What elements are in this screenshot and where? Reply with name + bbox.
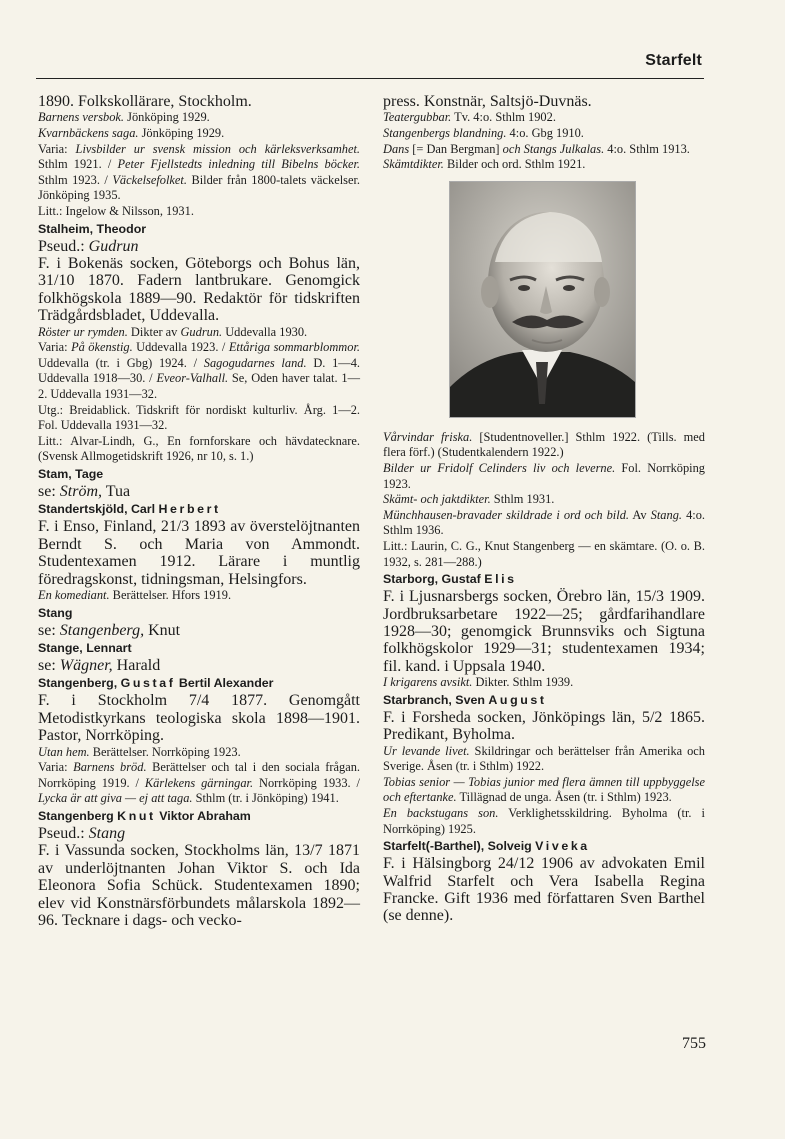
cross-reference: se: Stangenberg, Knut — [38, 621, 181, 639]
page-number: 755 — [682, 1035, 706, 1052]
work-line: I krigarens avsikt. Dikter. Sthlm 1939. — [383, 675, 574, 690]
biography-text: F. i Enso, Finland, 21/3 1893 av överstelöjtnanten Berndt S. och Maria von Ammondt. Studentexamen 1912. Lärare i muntlig föredragskonst, tidningsman, Helsingfors. — [38, 518, 360, 588]
running-head-title: Starfelt — [645, 52, 702, 69]
work-line: Kvarnbäckens saga. Jönköping 1929. — [38, 126, 225, 140]
entry-name-stam: Stam, Tage — [38, 466, 104, 481]
varia-line: Varia: På ökenstig. Uddevalla 1923. / Ettåriga sommarblommor. Uddevalla (tr. i Gbg) 1924. / Sagogudarnes land. D. 1—4. Uddevalla 1918—30. / Eveor-Valhall. Se, Oden haver talat. 1—2. Uddevalla 1931—32. — [38, 340, 360, 401]
cross-reference: se: Ström, Tua — [38, 482, 131, 500]
work-line: Teatergubbar. Tv. 4:o. Sthlm 1902. — [383, 110, 556, 125]
work-line: Skämt- och jaktdikter. Sthlm 1931. — [383, 492, 555, 507]
pseudonym-line: Pseud.: Stang — [38, 824, 126, 842]
work-line: Skämtdikter. Bilder och ord. Sthlm 1921. — [383, 157, 586, 172]
entry-name-stange: Stange, Lennart — [38, 640, 132, 655]
entry-name-starbranch: Starbranch, Sven August — [383, 692, 547, 707]
running-header — [36, 50, 704, 79]
literature-line: Litt.: Laurin, C. G., Knut Stangenberg — en skämtare. (O. o. B. 1932, s. 281—288.) — [383, 538, 705, 569]
right-column — [383, 93, 705, 925]
entry-name-stangenberg-gustaf: Stangenberg, Gustaf Bertil Alexander — [38, 676, 274, 691]
entry-name-stangenberg-knut: Stangenberg Knut Viktor Abraham — [38, 808, 251, 823]
pseudonym-line: Pseud.: Gudrun — [38, 237, 139, 255]
work-line: Ur levande livet. Skildringar och berättelser från Amerika och Sverige. Åsen (tr. i Sthlm) 1922. — [383, 743, 705, 774]
work-line: Utan hem. Berättelser. Norrköping 1923. — [38, 744, 241, 759]
work-line: Münchhausen-bravader skildrade i ord och bild. Av Stang. 4:o. Sthlm 1936. — [383, 507, 706, 538]
biography-text: F. i Ljusnarsbergs socken, Örebro län, 15/3 1909. Jordbruksarbetare 1922—25; gårdfarihandlare 1928—30; genomgick Brunnsviks och Sigtuna folkhögskolor 1929—31; studentexamen 1934; fil. kand. i Uppsala 1940. — [383, 588, 705, 675]
biography-text: F. i Forsheda socken, Jönköpings län, 5/2 1865. Predikant, Byholma. — [383, 708, 705, 744]
work-line: Dans [= Dan Bergman] och Stangs Julkalas. 4:o. Sthlm 1913. — [383, 141, 690, 156]
varia-line: Varia: Barnens bröd. Berättelser och tal i den sociala frågan. Norrköping 1919. / Kärlekens gärningar. Norrköping 1933. / Lycka är att giva — ej att taga. Sthlm (tr. i Jönköping) 1941. — [38, 760, 361, 806]
biography-text: press. Konstnär, Saltsjö-Duvnäs. — [383, 93, 592, 110]
work-line: Bilder ur Fridolf Celinders liv och leverne. Fol. Norrköping 1923. — [383, 460, 706, 491]
work-line: Vårvindar friska. [Studentnoveller.] Sthlm 1922. (Tills. med flera förf.) (Studentkalendern 1922.) — [383, 429, 705, 460]
biography-text: F. i Vassunda socken, Stockholms län, 13/7 1871 av underlöjtnanten Johan Viktor S. och Ida Eleonora Sofia Schück. Studentexamen 1890; elev vid Konstnärsförbundets målarskola 1892—96. Tecknare i dags- och vecko- — [38, 842, 360, 929]
entry-name-standertskjold: Standertskjöld, Carl Herbert — [38, 502, 221, 517]
work-line: En backstugans son. Verklighetsskildring. Byholma (tr. i Norrköping) 1925. — [383, 805, 705, 836]
varia-line: Varia: Livsbilder ur svensk mission och kärleksverksamhet. Sthlm 1921. / Peter Fjellstedts inledning till Bibelns böcker. Sthlm 1923. / Väckelsefolket. Bilder från 1800-talets väckelser. Jönköping 1935. — [38, 141, 360, 203]
biography-text: F. i Bokenäs socken, Göteborgs och Bohus län, 31/10 1870. Fadern lantbrukare. Genomgick folkhögskola 1889—90. Redaktör för tidskriften Trädgårdsbladet, Uddevalla. — [38, 254, 360, 325]
work-line: En komediant. Berättelser. Hfors 1919. — [38, 587, 232, 602]
portrait-photo — [449, 181, 636, 418]
entry-text: 1890. Folkskollärare, Stockholm. — [38, 93, 252, 110]
work-line: Röster ur rymden. Dikter av Gudrun. Uddevalla 1930. — [38, 324, 308, 339]
cross-reference: se: Wägner, Harald — [38, 656, 161, 674]
left-column — [38, 93, 360, 929]
biography-text: F. i Hälsingborg 24/12 1906 av advokaten Emil Walfrid Starfelt och Vera Isabella Regina Francke. Gift 1936 med författaren Sven Barthel (se denne). — [383, 855, 705, 925]
literature-line: Litt.: Ingelow & Nilsson, 1931. — [38, 203, 194, 218]
work-line: Tobias senior — Tobias junior med flera ämnen till uppbyggelse och eftertanke. Tillägnad de unga. Åsen (tr. i Sthlm) 1923. — [383, 774, 705, 805]
editor-line: Utg.: Breidablick. Tidskrift för nordiskt kulturliv. Årg. 1—2. Fol. Uddevalla 1931—32. — [38, 402, 360, 433]
biography-text: F. i Stockholm 7/4 1877. Genomgått Metodistkyrkans teologiska skola 1898—1901. Pastor, Norrköping. — [38, 692, 360, 745]
entry-name-starborg: Starborg, Gustaf Elis — [383, 572, 517, 587]
entry-name-stalheim: Stalheim, Theodor — [38, 221, 147, 236]
literature-line: Litt.: Alvar-Lindh, G., En fornforskare och hävdatecknare. (Svensk Allmogetidskrift 1926, nr 10, s. 1.) — [38, 433, 360, 464]
work-line: Barnens versbok. Jönköping 1929. — [38, 110, 210, 125]
entry-name-stang: Stang — [38, 605, 73, 620]
work-line: Stangenbergs blandning. 4:o. Gbg 1910. — [383, 126, 584, 140]
entry-name-starfelt: Starfelt(-Barthel), Solveig Viveka — [383, 839, 590, 854]
